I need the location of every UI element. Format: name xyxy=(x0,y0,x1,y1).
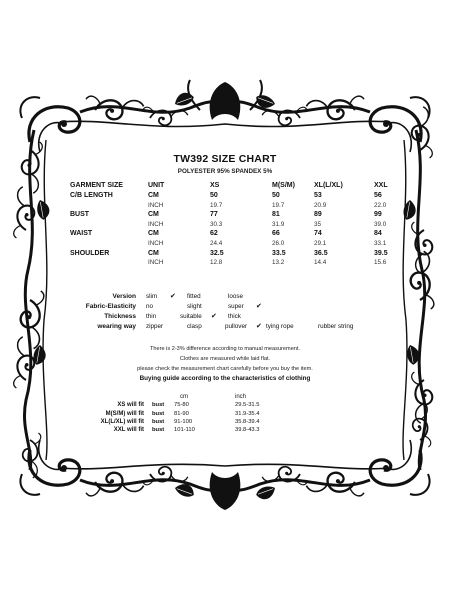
buying-guide-title: Buying guide according to the characteristics of clothing xyxy=(139,375,311,382)
guide-cm: 81-90 xyxy=(174,410,189,417)
unit-cell: INCH xyxy=(148,259,164,267)
value-cell: 31.9 xyxy=(272,220,285,228)
option-slim: slim xyxy=(146,293,158,300)
attr-label-version: Version xyxy=(112,293,136,300)
row-label: BUST xyxy=(70,211,90,219)
value-cell: 14.4 xyxy=(314,259,327,267)
note-laid-flat: Clothes are measured while laid flat. xyxy=(179,356,271,362)
value-cell: 19.7 xyxy=(210,201,223,209)
guide-row xyxy=(92,401,295,409)
guide-header xyxy=(92,393,295,401)
unit-cell: INCH xyxy=(148,239,164,247)
header-unit: UNIT xyxy=(148,181,165,189)
check-icon: ✔ xyxy=(256,323,262,330)
chart-title: TW392 SIZE CHART xyxy=(173,153,277,165)
table-row xyxy=(70,249,392,259)
header-xl: XL(L/XL) xyxy=(314,181,343,189)
top-border-ornament xyxy=(60,80,390,127)
bottom-border-ornament xyxy=(60,464,390,510)
option-super: super xyxy=(228,303,244,310)
unit-cell: INCH xyxy=(148,201,164,209)
guide-label: XS will fit xyxy=(117,402,144,409)
header-garment-size: GARMENT SIZE xyxy=(70,181,123,189)
guide-inch: 35.8-39.4 xyxy=(235,418,260,425)
value-cell: 22.0 xyxy=(374,201,387,209)
value-cell: 12.8 xyxy=(210,259,223,267)
header-xs: XS xyxy=(210,181,220,189)
guide-label: XL(L/XL) will fit xyxy=(100,418,144,425)
guide-col-inch: inch xyxy=(235,394,247,400)
value-cell: 81 xyxy=(272,211,280,219)
value-cell: 15.6 xyxy=(374,259,387,267)
value-cell: 99 xyxy=(374,211,382,219)
option-zipper: zipper xyxy=(146,323,164,330)
guide-row xyxy=(92,426,295,434)
unit-cell: CM xyxy=(148,249,159,257)
row-label: C/B LENGTH xyxy=(70,192,113,199)
table-row xyxy=(70,191,392,201)
check-icon: ✔ xyxy=(170,293,176,300)
unit-cell: INCH xyxy=(148,220,164,228)
value-cell: 56 xyxy=(374,192,382,199)
attr-label-elasticity: Fabric-Elasticity xyxy=(85,303,136,310)
value-cell: 20.9 xyxy=(314,201,327,209)
option-thick: thick xyxy=(228,313,241,320)
buying-guide-table xyxy=(92,393,295,434)
guide-cm: 101-110 xyxy=(174,427,195,434)
size-table-header xyxy=(70,180,392,191)
value-cell: 36.5 xyxy=(314,249,328,257)
table-row xyxy=(70,210,392,220)
guide-inch: 29.5-31.5 xyxy=(235,402,260,409)
table-row xyxy=(70,229,392,239)
guide-part: bust xyxy=(152,410,165,417)
row-label: SHOULDER xyxy=(70,249,110,257)
value-cell: 13.2 xyxy=(272,259,285,267)
guide-inch: 31.9-35.4 xyxy=(235,410,260,417)
guide-part: bust xyxy=(152,418,165,425)
table-row xyxy=(70,201,392,211)
value-cell: 74 xyxy=(314,230,322,238)
value-cell: 39.0 xyxy=(374,220,387,228)
value-cell: 62 xyxy=(210,230,218,238)
value-cell: 53 xyxy=(314,192,322,199)
option-thin: thin xyxy=(146,313,157,320)
guide-cm: 75-80 xyxy=(174,402,189,409)
unit-cell: CM xyxy=(148,192,159,199)
value-cell: 33.1 xyxy=(374,239,387,247)
note-check-chart: please check the measurement chart carefully before you buy the item. xyxy=(137,366,313,372)
value-cell: 89 xyxy=(314,211,322,219)
guide-part: bust xyxy=(152,427,165,434)
guide-label: XXL will fit xyxy=(113,427,144,434)
guide-col-cm: cm xyxy=(180,394,188,400)
table-row xyxy=(70,239,392,249)
row-label: WAIST xyxy=(70,230,93,238)
unit-cell: CM xyxy=(148,230,159,238)
header-xxl: XXL xyxy=(374,181,388,189)
size-table xyxy=(70,180,392,268)
unit-cell: CM xyxy=(148,211,159,219)
note-difference: There is 2-3% difference according to manual measurement. xyxy=(149,346,301,352)
option-rubber-string: rubber string xyxy=(318,323,354,330)
option-clasp: clasp xyxy=(187,323,202,330)
value-cell: 32.5 xyxy=(210,249,224,257)
guide-row xyxy=(92,410,295,418)
guide-part: bust xyxy=(152,402,165,409)
value-cell: 66 xyxy=(272,230,280,238)
value-cell: 26.0 xyxy=(272,239,285,247)
value-cell: 19.7 xyxy=(272,201,285,209)
value-cell: 50 xyxy=(272,192,280,199)
check-icon: ✔ xyxy=(211,313,217,320)
value-cell: 77 xyxy=(210,211,218,219)
value-cell: 30.3 xyxy=(210,220,223,228)
guide-cm: 91-100 xyxy=(174,418,193,425)
value-cell: 84 xyxy=(374,230,382,238)
option-fitted: fitted xyxy=(187,293,201,300)
option-no: no xyxy=(146,303,154,310)
guide-label: M(S/M) will fit xyxy=(105,410,144,417)
value-cell: 50 xyxy=(210,192,218,199)
material-composition: POLYESTER 95% SPANDEX 5% xyxy=(177,168,273,175)
header-m: M(S/M) xyxy=(272,181,295,189)
option-loose: loose xyxy=(228,293,244,300)
value-cell: 33.5 xyxy=(272,249,286,257)
attr-label-wearing-way: wearing way xyxy=(97,323,136,330)
table-row xyxy=(70,220,392,230)
attr-label-thickness: Thickness xyxy=(104,313,136,320)
value-cell: 29.1 xyxy=(314,239,327,247)
value-cell: 24.4 xyxy=(210,239,223,247)
guide-inch: 39.8-43.3 xyxy=(235,427,260,434)
option-suitable: suitable xyxy=(180,313,202,320)
option-pullover: pullover xyxy=(225,323,248,330)
guide-row xyxy=(92,418,295,426)
table-row xyxy=(70,258,392,268)
option-slight: slight xyxy=(187,303,202,310)
check-icon: ✔ xyxy=(256,303,262,310)
value-cell: 39.5 xyxy=(374,249,388,257)
value-cell: 35 xyxy=(314,220,322,228)
option-tying-rope: tying rope xyxy=(266,323,294,330)
